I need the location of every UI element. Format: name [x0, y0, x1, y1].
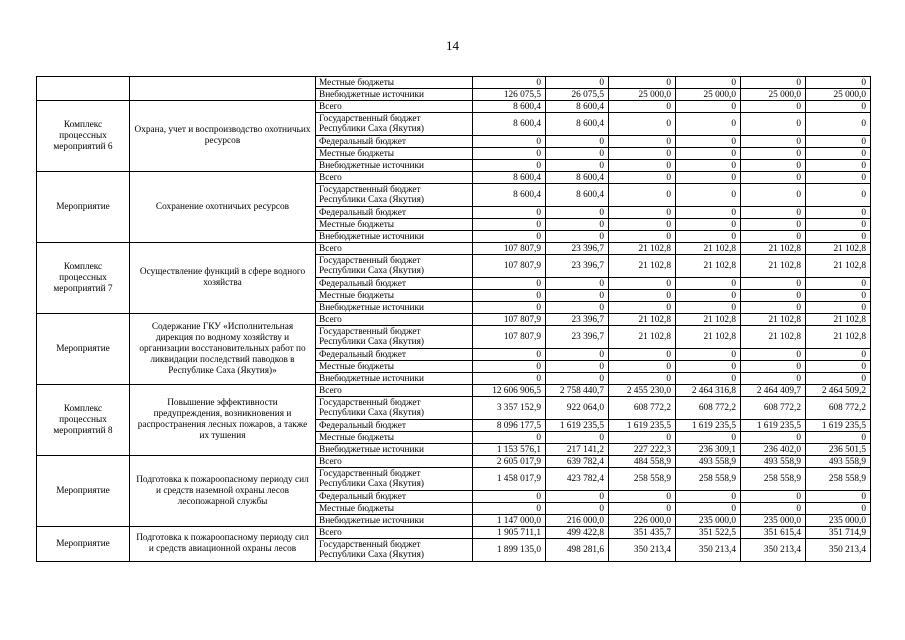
amount-cell: 1 905 711,1: [473, 527, 546, 539]
amount-cell: 423 782,4: [546, 468, 609, 491]
amount-cell: 0: [609, 113, 676, 136]
amount-cell: 0: [676, 432, 741, 444]
amount-cell: 0: [676, 172, 741, 184]
amount-cell: 0: [806, 432, 871, 444]
amount-cell: 0: [806, 219, 871, 231]
amount-cell: 0: [546, 77, 609, 89]
funding-source-cell: Государственный бюджет Республики Саха (Якутия): [316, 255, 473, 278]
amount-cell: 0: [741, 219, 806, 231]
amount-cell: 1 619 235,5: [609, 420, 676, 432]
funding-source-cell: Государственный бюджет Республики Саха (Якутия): [316, 326, 473, 349]
amount-cell: 0: [741, 184, 806, 207]
amount-cell: 0: [473, 77, 546, 89]
amount-cell: 0: [806, 184, 871, 207]
funding-source-cell: Всего: [316, 385, 473, 397]
amount-cell: 0: [676, 184, 741, 207]
funding-source-cell: Местные бюджеты: [316, 148, 473, 160]
amount-cell: 0: [741, 290, 806, 302]
amount-cell: 1 147 000,0: [473, 515, 546, 527]
funding-source-cell: Местные бюджеты: [316, 290, 473, 302]
amount-cell: 0: [473, 231, 546, 243]
amount-cell: 25 000,0: [609, 89, 676, 101]
amount-cell: 0: [546, 491, 609, 503]
amount-cell: 235 000,0: [806, 515, 871, 527]
amount-cell: 0: [741, 503, 806, 515]
funding-source-cell: Местные бюджеты: [316, 432, 473, 444]
funding-source-cell: Внебюджетные источники: [316, 89, 473, 101]
amount-cell: 0: [473, 302, 546, 314]
amount-cell: 23 396,7: [546, 314, 609, 326]
row-name-cell: Подготовка к пожароопасному периоду сил и средств наземной охраны лесов лесопожарной службы: [130, 456, 316, 527]
budget-table: [36, 76, 871, 562]
amount-cell: 23 396,7: [546, 255, 609, 278]
amount-cell: 0: [473, 491, 546, 503]
amount-cell: 8 600,4: [473, 101, 546, 113]
amount-cell: 0: [546, 207, 609, 219]
budget-table-body: [37, 77, 871, 562]
amount-cell: 0: [741, 136, 806, 148]
row-category-cell: [37, 77, 130, 101]
amount-cell: 0: [609, 207, 676, 219]
funding-source-cell: Федеральный бюджет: [316, 349, 473, 361]
amount-cell: 25 000,0: [741, 89, 806, 101]
table-row: [37, 456, 871, 468]
funding-source-cell: Государственный бюджет Республики Саха (Якутия): [316, 184, 473, 207]
amount-cell: 0: [546, 349, 609, 361]
amount-cell: 1 619 235,5: [741, 420, 806, 432]
row-name-cell: [130, 77, 316, 101]
amount-cell: 26 075,5: [546, 89, 609, 101]
amount-cell: 25 000,0: [806, 89, 871, 101]
amount-cell: 0: [676, 302, 741, 314]
table-row: [37, 527, 871, 539]
table-row: [37, 243, 871, 255]
amount-cell: 0: [546, 231, 609, 243]
amount-cell: 258 558,9: [806, 468, 871, 491]
amount-cell: 0: [806, 148, 871, 160]
amount-cell: 21 102,8: [676, 255, 741, 278]
amount-cell: 0: [741, 432, 806, 444]
amount-cell: 23 396,7: [546, 243, 609, 255]
amount-cell: 350 213,4: [676, 539, 741, 562]
amount-cell: 0: [473, 349, 546, 361]
amount-cell: 217 141,2: [546, 444, 609, 456]
amount-cell: 8 600,4: [546, 101, 609, 113]
amount-cell: 0: [473, 503, 546, 515]
amount-cell: 493 558,9: [676, 456, 741, 468]
amount-cell: 0: [806, 373, 871, 385]
amount-cell: 0: [806, 113, 871, 136]
amount-cell: 0: [609, 77, 676, 89]
amount-cell: 499 422,8: [546, 527, 609, 539]
amount-cell: 21 102,8: [609, 326, 676, 349]
amount-cell: 0: [806, 278, 871, 290]
amount-cell: 21 102,8: [806, 243, 871, 255]
amount-cell: 350 213,4: [609, 539, 676, 562]
amount-cell: 0: [473, 207, 546, 219]
amount-cell: 0: [609, 172, 676, 184]
amount-cell: 0: [676, 219, 741, 231]
funding-source-cell: Федеральный бюджет: [316, 420, 473, 432]
amount-cell: 126 075,5: [473, 89, 546, 101]
amount-cell: 2 455 230,0: [609, 385, 676, 397]
amount-cell: 0: [806, 231, 871, 243]
amount-cell: 0: [609, 184, 676, 207]
amount-cell: 0: [546, 302, 609, 314]
funding-source-cell: Федеральный бюджет: [316, 136, 473, 148]
amount-cell: 0: [806, 136, 871, 148]
amount-cell: 350 213,4: [806, 539, 871, 562]
table-row: [37, 172, 871, 184]
row-name-cell: Охрана, учет и воспроизводство охотничьих ресурсов: [130, 101, 316, 172]
amount-cell: 0: [609, 101, 676, 113]
amount-cell: 0: [473, 278, 546, 290]
funding-source-cell: Всего: [316, 101, 473, 113]
amount-cell: 107 807,9: [473, 255, 546, 278]
row-name-cell: Повышение эффективности предупреждения, возникновения и распространения лесных пожаров, а также их тушения: [130, 385, 316, 456]
amount-cell: 236 501,5: [806, 444, 871, 456]
amount-cell: 0: [676, 77, 741, 89]
amount-cell: 0: [546, 503, 609, 515]
amount-cell: 8 096 177,5: [473, 420, 546, 432]
amount-cell: 21 102,8: [741, 314, 806, 326]
amount-cell: 0: [609, 290, 676, 302]
amount-cell: 21 102,8: [609, 314, 676, 326]
amount-cell: 0: [676, 491, 741, 503]
amount-cell: 0: [676, 361, 741, 373]
amount-cell: 351 435,7: [609, 527, 676, 539]
funding-source-cell: Всего: [316, 243, 473, 255]
funding-source-cell: Всего: [316, 314, 473, 326]
amount-cell: 0: [741, 278, 806, 290]
amount-cell: 0: [609, 231, 676, 243]
amount-cell: 0: [546, 219, 609, 231]
amount-cell: 608 772,2: [609, 397, 676, 420]
amount-cell: 0: [609, 148, 676, 160]
amount-cell: 0: [806, 491, 871, 503]
amount-cell: 8 600,4: [546, 184, 609, 207]
amount-cell: 236 402,0: [741, 444, 806, 456]
amount-cell: 107 807,9: [473, 326, 546, 349]
row-name-cell: Содержание ГКУ «Исполнительная дирекция по водному хозяйству и организации восстановительных работ по ликвидации последствий паводков в Республике Саха (Якутия)»: [130, 314, 316, 385]
amount-cell: 0: [546, 136, 609, 148]
amount-cell: 0: [806, 77, 871, 89]
amount-cell: 0: [473, 160, 546, 172]
row-category-cell: Мероприятие: [37, 172, 130, 243]
amount-cell: 0: [676, 160, 741, 172]
amount-cell: 608 772,2: [676, 397, 741, 420]
amount-cell: 0: [546, 361, 609, 373]
amount-cell: 0: [609, 432, 676, 444]
row-name-cell: Сохранение охотничьих ресурсов: [130, 172, 316, 243]
amount-cell: 0: [546, 278, 609, 290]
amount-cell: 107 807,9: [473, 314, 546, 326]
amount-cell: 21 102,8: [676, 314, 741, 326]
amount-cell: 493 558,9: [741, 456, 806, 468]
amount-cell: 0: [546, 148, 609, 160]
amount-cell: 0: [806, 503, 871, 515]
amount-cell: 0: [741, 207, 806, 219]
amount-cell: 0: [806, 101, 871, 113]
funding-source-cell: Федеральный бюджет: [316, 491, 473, 503]
amount-cell: 21 102,8: [741, 326, 806, 349]
amount-cell: 484 558,9: [609, 456, 676, 468]
amount-cell: 0: [676, 148, 741, 160]
row-category-cell: Комплекс процессных мероприятий 7: [37, 243, 130, 314]
amount-cell: 21 102,8: [806, 255, 871, 278]
amount-cell: 12 606 906,5: [473, 385, 546, 397]
amount-cell: 258 558,9: [609, 468, 676, 491]
funding-source-cell: Местные бюджеты: [316, 77, 473, 89]
amount-cell: 0: [806, 290, 871, 302]
amount-cell: 0: [741, 373, 806, 385]
amount-cell: 0: [609, 373, 676, 385]
row-category-cell: Комплекс процессных мероприятий 6: [37, 101, 130, 172]
amount-cell: 0: [473, 373, 546, 385]
amount-cell: 350 213,4: [741, 539, 806, 562]
amount-cell: 1 619 235,5: [546, 420, 609, 432]
amount-cell: 493 558,9: [806, 456, 871, 468]
amount-cell: 0: [546, 373, 609, 385]
amount-cell: 0: [676, 101, 741, 113]
amount-cell: 0: [676, 278, 741, 290]
funding-source-cell: Местные бюджеты: [316, 219, 473, 231]
amount-cell: 0: [741, 491, 806, 503]
funding-source-cell: Внебюджетные источники: [316, 302, 473, 314]
amount-cell: 227 222,3: [609, 444, 676, 456]
row-category-cell: Мероприятие: [37, 527, 130, 562]
amount-cell: 21 102,8: [806, 326, 871, 349]
amount-cell: 0: [473, 136, 546, 148]
amount-cell: 21 102,8: [609, 255, 676, 278]
amount-cell: 0: [473, 432, 546, 444]
amount-cell: 0: [741, 101, 806, 113]
row-category-cell: Мероприятие: [37, 456, 130, 527]
amount-cell: 0: [676, 373, 741, 385]
row-name-cell: Подготовка к пожароопасному периоду сил и средств авиационной охраны лесов: [130, 527, 316, 562]
amount-cell: 8 600,4: [473, 184, 546, 207]
row-category-cell: Мероприятие: [37, 314, 130, 385]
funding-source-cell: Внебюджетные источники: [316, 231, 473, 243]
amount-cell: 0: [676, 231, 741, 243]
table-row: [37, 77, 871, 89]
amount-cell: 0: [546, 160, 609, 172]
amount-cell: 8 600,4: [546, 113, 609, 136]
amount-cell: 2 758 440,7: [546, 385, 609, 397]
amount-cell: 0: [806, 172, 871, 184]
amount-cell: 0: [741, 302, 806, 314]
amount-cell: 21 102,8: [609, 243, 676, 255]
amount-cell: 0: [676, 290, 741, 302]
amount-cell: 0: [676, 503, 741, 515]
table-row: [37, 385, 871, 397]
amount-cell: 0: [741, 113, 806, 136]
amount-cell: 0: [473, 361, 546, 373]
amount-cell: 0: [806, 302, 871, 314]
amount-cell: 8 600,4: [546, 172, 609, 184]
amount-cell: 0: [676, 113, 741, 136]
funding-source-cell: Федеральный бюджет: [316, 278, 473, 290]
amount-cell: 0: [609, 278, 676, 290]
amount-cell: 2 464 509,2: [806, 385, 871, 397]
funding-source-cell: Всего: [316, 172, 473, 184]
amount-cell: 0: [473, 148, 546, 160]
amount-cell: 0: [609, 491, 676, 503]
row-name-cell: Осуществление функций в сфере водного хозяйства: [130, 243, 316, 314]
amount-cell: 236 309,1: [676, 444, 741, 456]
amount-cell: 0: [741, 172, 806, 184]
amount-cell: 0: [609, 302, 676, 314]
funding-source-cell: Всего: [316, 527, 473, 539]
amount-cell: 0: [676, 207, 741, 219]
amount-cell: 21 102,8: [741, 255, 806, 278]
amount-cell: 0: [609, 136, 676, 148]
amount-cell: 0: [609, 349, 676, 361]
amount-cell: 0: [609, 219, 676, 231]
funding-source-cell: Государственный бюджет Республики Саха (Якутия): [316, 468, 473, 491]
amount-cell: 1 899 135,0: [473, 539, 546, 562]
amount-cell: 258 558,9: [741, 468, 806, 491]
amount-cell: 0: [741, 231, 806, 243]
amount-cell: 0: [676, 349, 741, 361]
amount-cell: 0: [473, 219, 546, 231]
amount-cell: 351 615,4: [741, 527, 806, 539]
amount-cell: 226 000,0: [609, 515, 676, 527]
amount-cell: 0: [609, 503, 676, 515]
amount-cell: 0: [546, 432, 609, 444]
funding-source-cell: Внебюджетные источники: [316, 515, 473, 527]
amount-cell: 25 000,0: [676, 89, 741, 101]
amount-cell: 0: [806, 207, 871, 219]
amount-cell: 922 064,0: [546, 397, 609, 420]
amount-cell: 1 619 235,5: [806, 420, 871, 432]
amount-cell: 21 102,8: [676, 326, 741, 349]
funding-source-cell: Местные бюджеты: [316, 503, 473, 515]
amount-cell: 0: [741, 349, 806, 361]
amount-cell: 1 153 576,1: [473, 444, 546, 456]
funding-source-cell: Внебюджетные источники: [316, 444, 473, 456]
amount-cell: 107 807,9: [473, 243, 546, 255]
amount-cell: 0: [806, 349, 871, 361]
amount-cell: 498 281,6: [546, 539, 609, 562]
amount-cell: 1 619 235,5: [676, 420, 741, 432]
amount-cell: 1 458 017,9: [473, 468, 546, 491]
amount-cell: 8 600,4: [473, 172, 546, 184]
amount-cell: 23 396,7: [546, 326, 609, 349]
funding-source-cell: Государственный бюджет Республики Саха (Якутия): [316, 539, 473, 562]
table-row: [37, 101, 871, 113]
amount-cell: 0: [741, 77, 806, 89]
amount-cell: 2 464 316,8: [676, 385, 741, 397]
amount-cell: 235 000,0: [741, 515, 806, 527]
funding-source-cell: Внебюджетные источники: [316, 373, 473, 385]
amount-cell: 3 357 152,9: [473, 397, 546, 420]
amount-cell: 608 772,2: [741, 397, 806, 420]
funding-source-cell: Государственный бюджет Республики Саха (Якутия): [316, 113, 473, 136]
amount-cell: 235 000,0: [676, 515, 741, 527]
row-category-cell: Комплекс процессных мероприятий 8: [37, 385, 130, 456]
amount-cell: 608 772,2: [806, 397, 871, 420]
amount-cell: 21 102,8: [676, 243, 741, 255]
page-number: 14: [446, 38, 459, 53]
funding-source-cell: Государственный бюджет Республики Саха (Якутия): [316, 397, 473, 420]
amount-cell: 258 558,9: [676, 468, 741, 491]
amount-cell: 8 600,4: [473, 113, 546, 136]
amount-cell: 21 102,8: [806, 314, 871, 326]
amount-cell: 0: [676, 136, 741, 148]
funding-source-cell: Всего: [316, 456, 473, 468]
amount-cell: 0: [473, 290, 546, 302]
amount-cell: 0: [741, 361, 806, 373]
amount-cell: 0: [741, 160, 806, 172]
amount-cell: 21 102,8: [741, 243, 806, 255]
amount-cell: 351 522,5: [676, 527, 741, 539]
amount-cell: 216 000,0: [546, 515, 609, 527]
amount-cell: 0: [741, 148, 806, 160]
table-row: [37, 314, 871, 326]
amount-cell: 0: [806, 361, 871, 373]
funding-source-cell: Внебюджетные источники: [316, 160, 473, 172]
amount-cell: 2 605 017,9: [473, 456, 546, 468]
funding-source-cell: Местные бюджеты: [316, 361, 473, 373]
funding-source-cell: Федеральный бюджет: [316, 207, 473, 219]
amount-cell: 2 464 409,7: [741, 385, 806, 397]
amount-cell: 0: [546, 290, 609, 302]
amount-cell: 0: [609, 361, 676, 373]
amount-cell: 351 714,9: [806, 527, 871, 539]
amount-cell: 0: [609, 160, 676, 172]
amount-cell: 0: [806, 160, 871, 172]
amount-cell: 639 782,4: [546, 456, 609, 468]
